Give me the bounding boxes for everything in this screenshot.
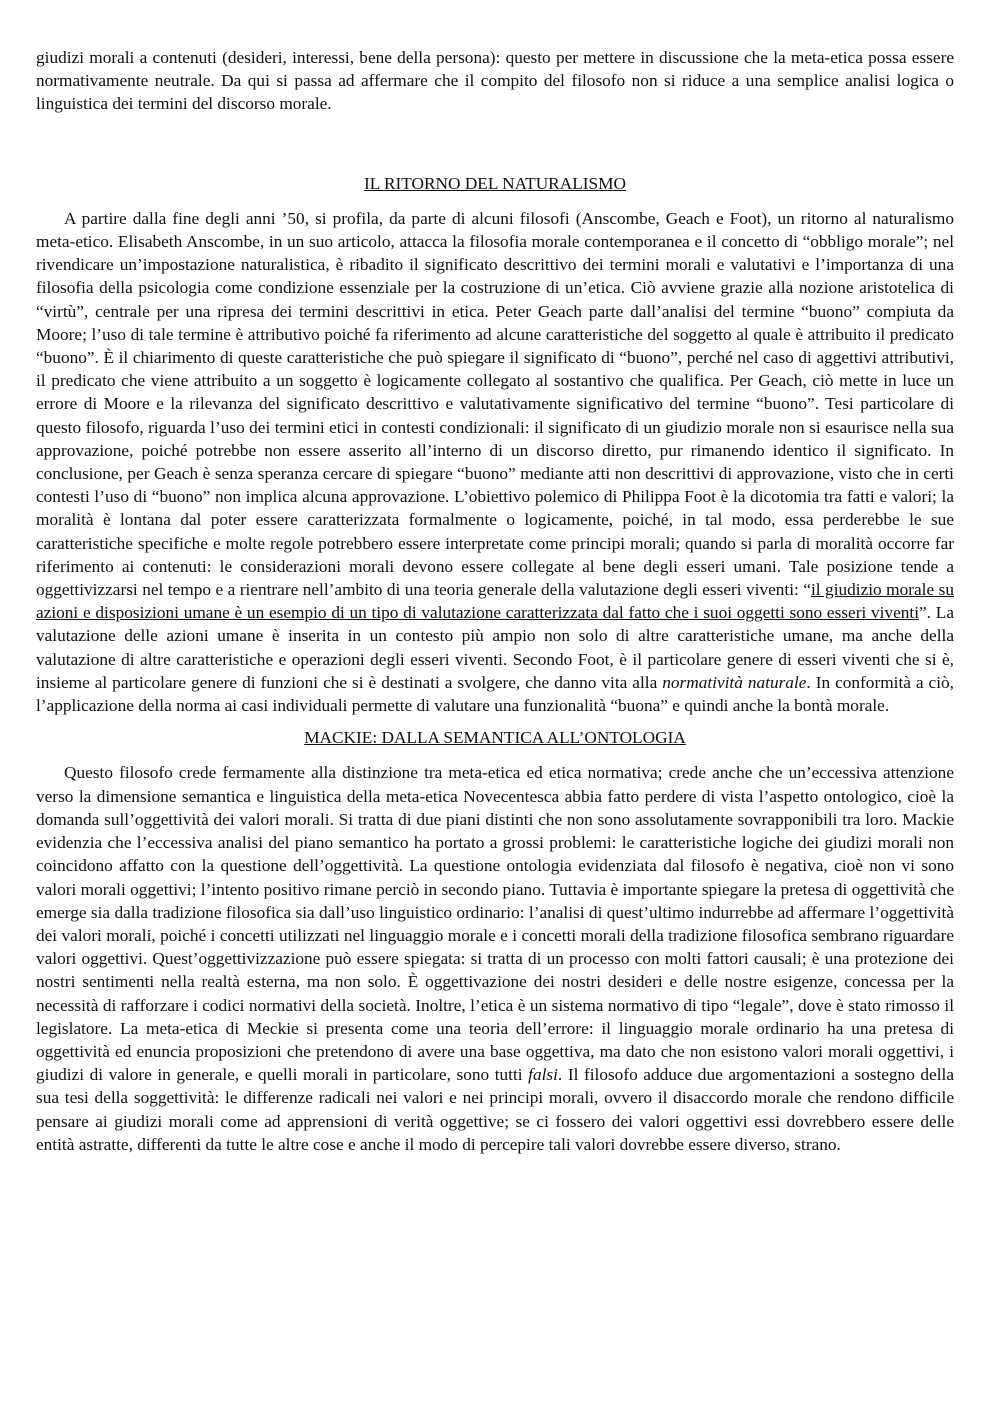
section-title-naturalismo: IL RITORNO DEL NATURALISMO	[364, 173, 626, 193]
underlined-quote: il giudizio morale su azioni e disposizioni umane è un esempio di un tipo di valutazione caratterizzata dal fatto che i suoi oggetti sono esseri viventi	[36, 580, 954, 623]
paragraph-text: . Il filosofo adduce due argomentazioni a sostegno della sua tesi della soggettività: le differenze radicali nei valori e nei principi morali, ovvero il disaccordo morale che rendono difficile pensare ai giudizi morali come ad apprensioni di verità oggettive; se ci fossero dei valori oggettivi essi dovrebbero essere delle entità astratte, differenti da tutte le altre cose e anche il modo di percepire tali valori dovrebbe essere diverso, strano.	[36, 1065, 954, 1154]
italic-term: normatività naturale	[662, 672, 807, 692]
document-page	[36, 46, 954, 1156]
naturalismo-paragraph	[36, 207, 954, 717]
mackie-paragraph	[36, 761, 954, 1155]
paragraph-text: A partire dalla fine degli anni ’50, si profila, da parte di alcuni filosofi (Anscombe, Geach e Foot), un ritorno al naturalismo meta-etico. Elisabeth Anscombe, in un suo articolo, attacca la filosofia morale contemporanea e il concetto di “obbligo morale”; nel rivendicare un’impostazione naturalistica, è ribadito il significato descrittivo dei termini morali e valutativi e l’importanza di una filosofia della psicologia come condizione essenziale per la costruzione di un’etica. Ciò avviene grazie alla nozione aristotelica di “virtù”, centrale per una ripresa dei termini descrittivi in etica. Peter Geach parte dall’analisi del termine “buono” compiuta da Moore; l’uso di tale termine è attributivo poiché fa riferimento ad alcune caratteristiche del soggetto al quale è attribuito il predicato “buono”. È il chiarimento di queste caratteristiche che può spiegare il significato di “buono”, perché nel caso di aggettivi attributivi, il predicato che viene attribuito a un soggetto è logicamente collegato al sostantivo che qualifica. Per Geach, ciò mette in luce un errore di Moore e la rilevanza del significato descrittivo e valutativamente significativo del termine “buono”. Tesi particolare di questo filosofo, riguarda l’uso dei termini etici in contesti condizionali: il significato di un giudizio morale non si esaurisce nella sua approvazione, poiché potrebbe non essere asserito all’interno di un discorso diretto, pur rimanendo identico il significato. In conclusione, per Geach è senza speranza cercare di spiegare “buono” mediante atti non descrittivi di approvazione, visto che in certi contesti l’uso di “buono” non implica alcuna approvazione. L’obiettivo polemico di Philippa Foot è la dicotomia tra fatti e valori; la moralità è lontana dal poter essere caratterizzata formalmente o logicamente, poiché, in tal modo, essa perderebbe le sue caratteristiche specifiche e molte regole potrebbero essere interpretate come principi morali; quando si parla di moralità occorre far riferimento ai contenuti: le considerazioni morali devono essere collegate al bene degli esseri umani. Tale posizione tende a oggettivizzarsi nel tempo e a rientrare nell’ambito di una teoria generale della valutazione degli esseri viventi: “	[36, 208, 954, 600]
paragraph-text: Questo filosofo crede fermamente alla distinzione tra meta-etica ed etica normativa; crede anche che un’eccessiva attenzione verso la dimensione semantica e linguistica della meta-etica Novecentesca abbia fatto perdere di vista l’aspetto ontologico, cioè la domanda sull’oggettività dei valori morali. Si tratta di due piani distinti che non sono assolutamente sovrapponibili tra loro. Mackie evidenzia che l’eccessiva analisi del piano semantico ha portato a grossi problemi: le caratteristiche logiche dei giudizi morali non coincidono affatto con la questione dell’oggettività. La questione ontologia evidenziata dal filosofo è negativa, cioè non vi sono valori morali oggettivi; l’intento positivo rimane perciò in secondo piano. Tuttavia è importante spiegare la pretesa di oggettività che emerge sia dalla tradizione filosofica sia dall’uso linguistico ordinario: l’analisi di quest’ultimo indurrebbe ad affermare l’oggettività dei valori morali, poiché i concetti utilizzati nel linguaggio morale e i concetti morali della tradizione filosofica sembrano riguardare valori oggettivi. Quest’oggettivizzazione può essere spiegata: si tratta di un processo con molti fattori causali; è una protezione dei nostri sentimenti nella realtà esterna, ma non solo. È oggettivazione dei nostri desideri e delle nostre esigenze, concessa per la necessità di rafforzare i codici normativi della società. Inoltre, l’etica è un sistema normativo di tipo “legale”, dove è stato rimosso il legislatore. La meta-etica di Meckie si presenta come una teoria dell’errore: il linguaggio morale ordinario ha una pretesa di oggettività ed enuncia proposizioni che pretendono di avere una base oggettiva, ma dato che non esistono valori morali oggettivi, i giudizi di valore in generale, e quelli morali in particolare, sono tutti	[36, 763, 954, 1085]
section-title-mackie: MACKIE: DALLA SEMANTICA ALL’ONTOLOGIA	[304, 728, 686, 748]
intro-paragraph: giudizi morali a contenuti (desideri, interessi, bene della persona): questo per mettere in discussione che la meta-etica possa essere normativamente neutrale. Da qui si passa ad affermare che il compito del filosofo non si riduce a una semplice analisi logica o linguistica dei termini del discorso morale.	[36, 48, 954, 114]
paragraph-text: ”. La valutazione delle azioni umane è inserita in un contesto più ampio non solo di altre caratteristiche umane, ma anche della valutazione di altre caratteristiche e operazioni degli esseri viventi. Secondo Foot, è il particolare genere di esseri viventi che si è, insieme al particolare genere di funzioni che si è destinati a svolgere, che danno vita alla	[36, 603, 954, 692]
paragraph-text: . In conformità a ciò, l’applicazione della norma ai casi individuali permette di valutare una funzionalità “buona” e quindi anche la bontà morale.	[36, 672, 954, 716]
italic-term: falsi	[528, 1065, 558, 1085]
